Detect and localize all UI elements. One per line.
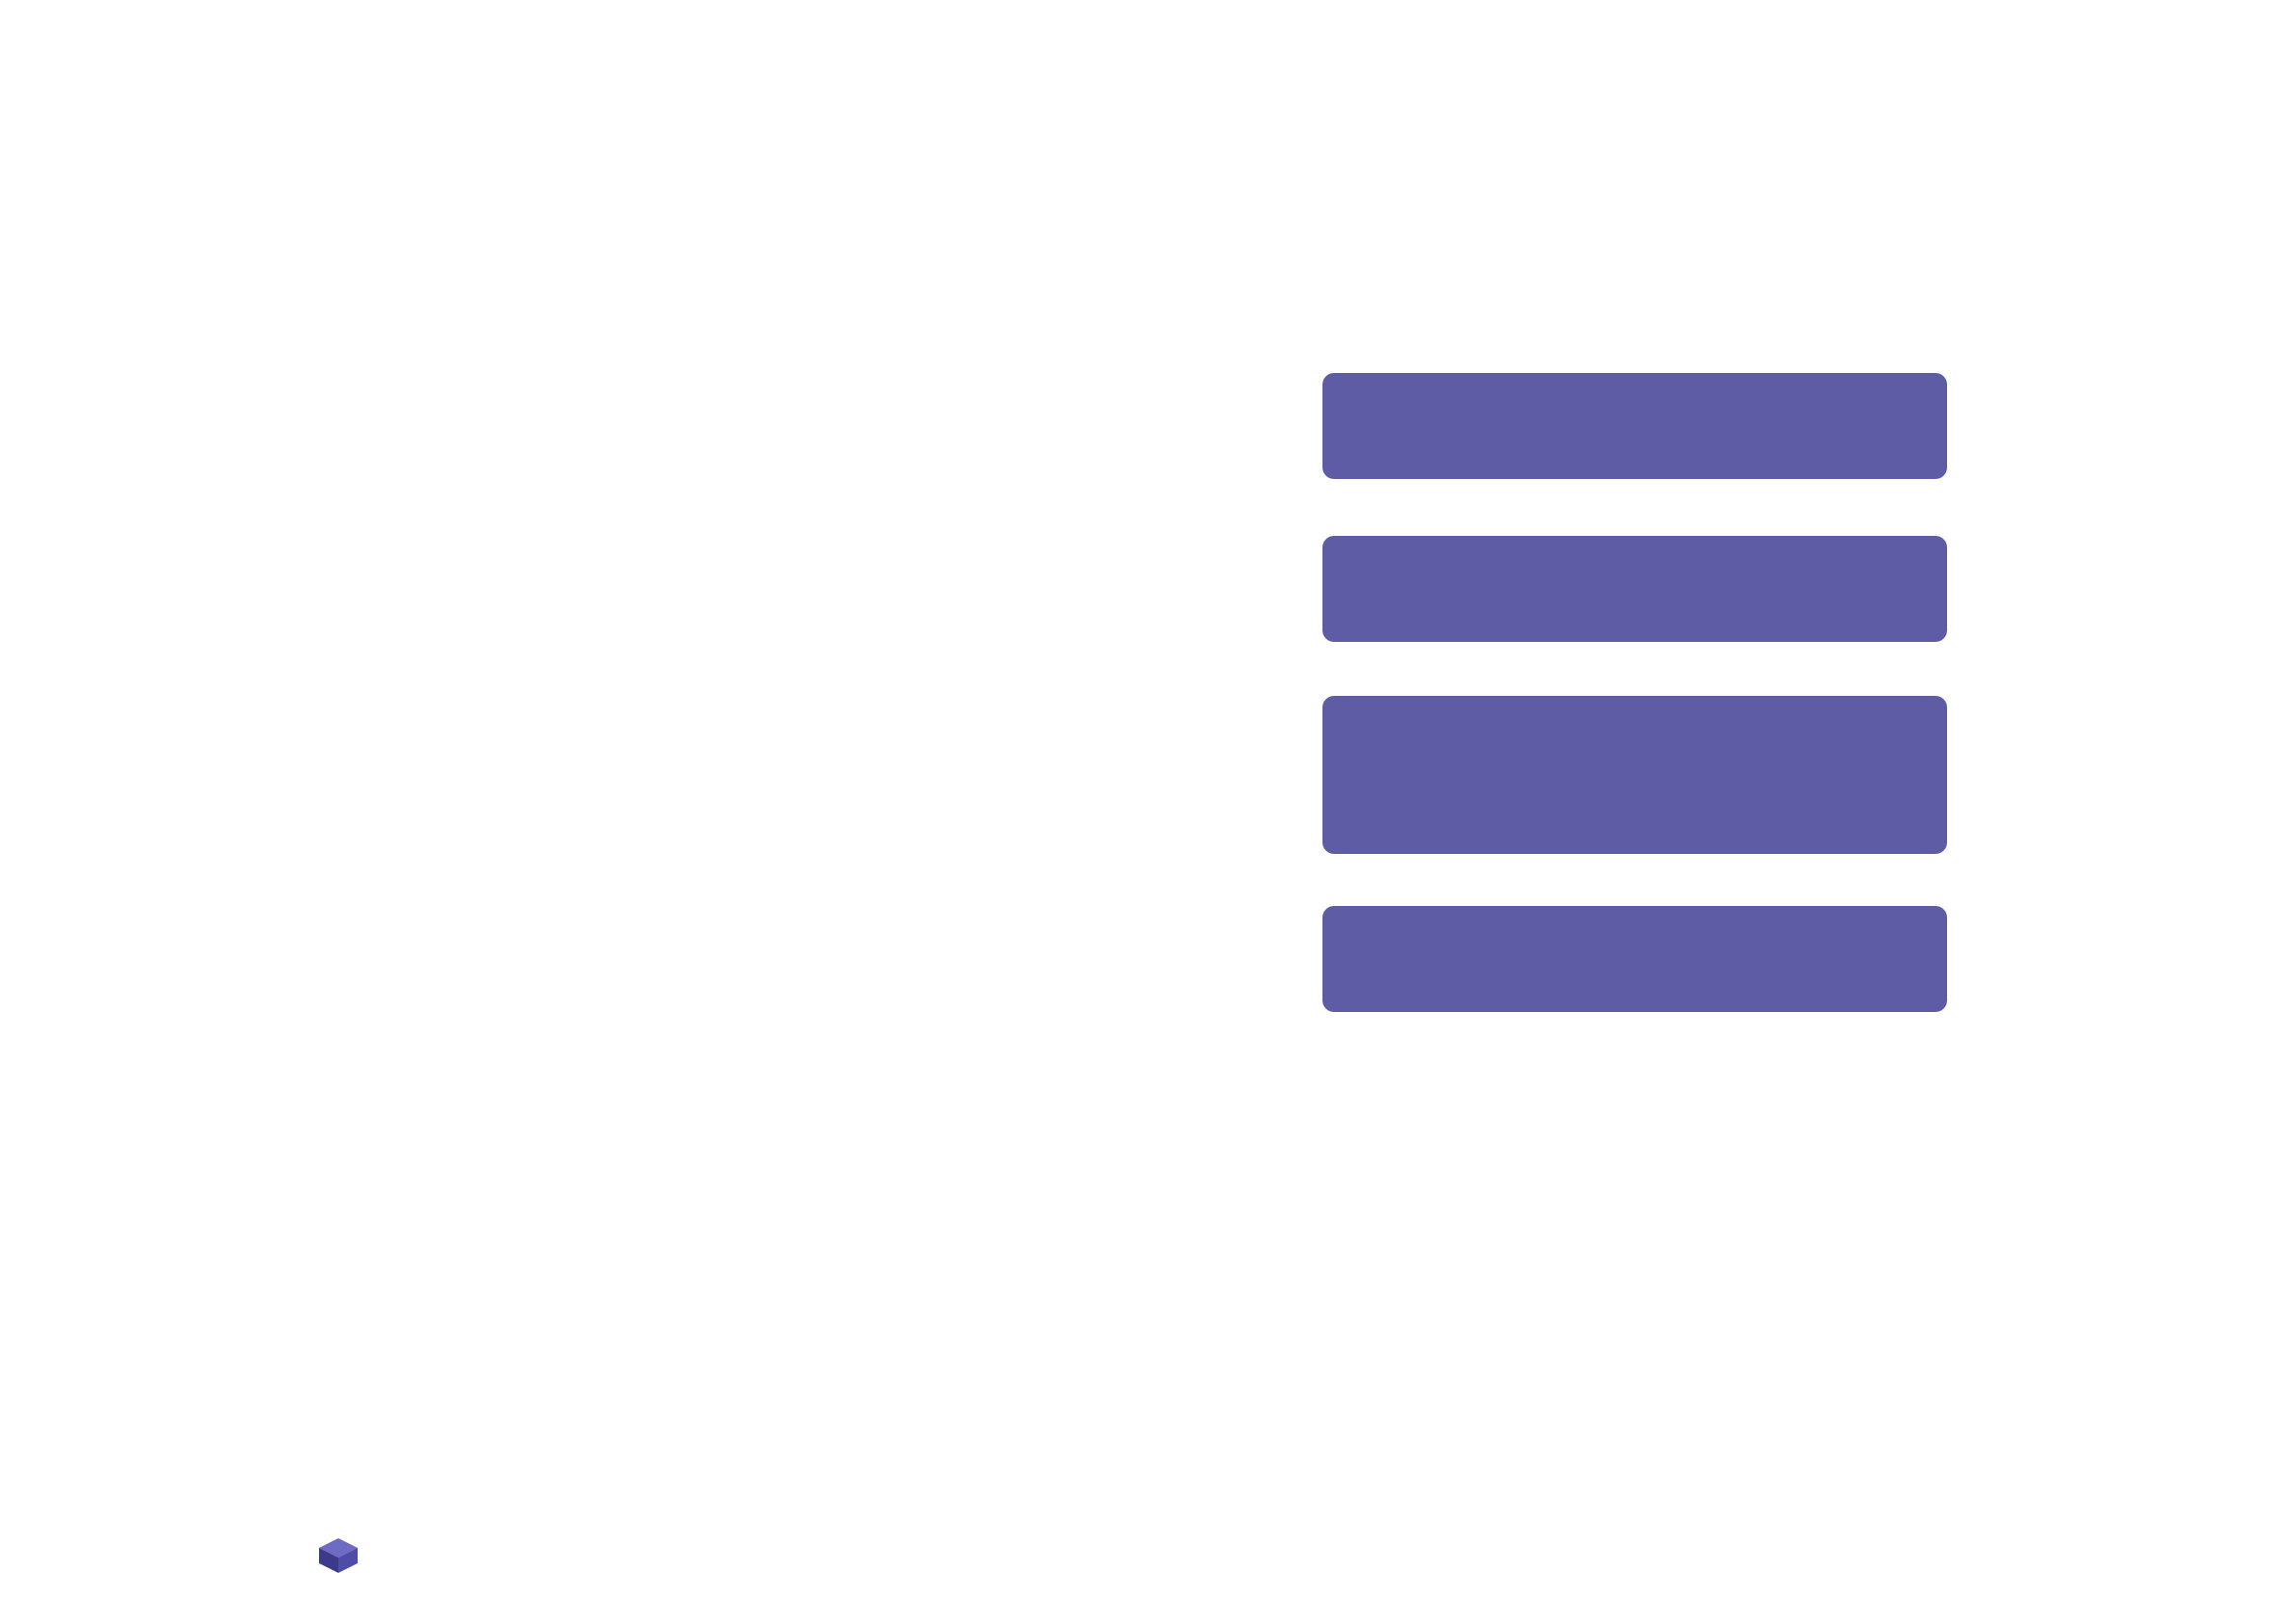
method-card-creation (1322, 906, 1947, 1012)
method-card-observation (1322, 373, 1947, 479)
cube-icon (317, 1536, 360, 1575)
method-card-fixation (1322, 536, 1947, 642)
method-card-search (1322, 696, 1947, 854)
goals-text-column (367, 353, 1023, 407)
